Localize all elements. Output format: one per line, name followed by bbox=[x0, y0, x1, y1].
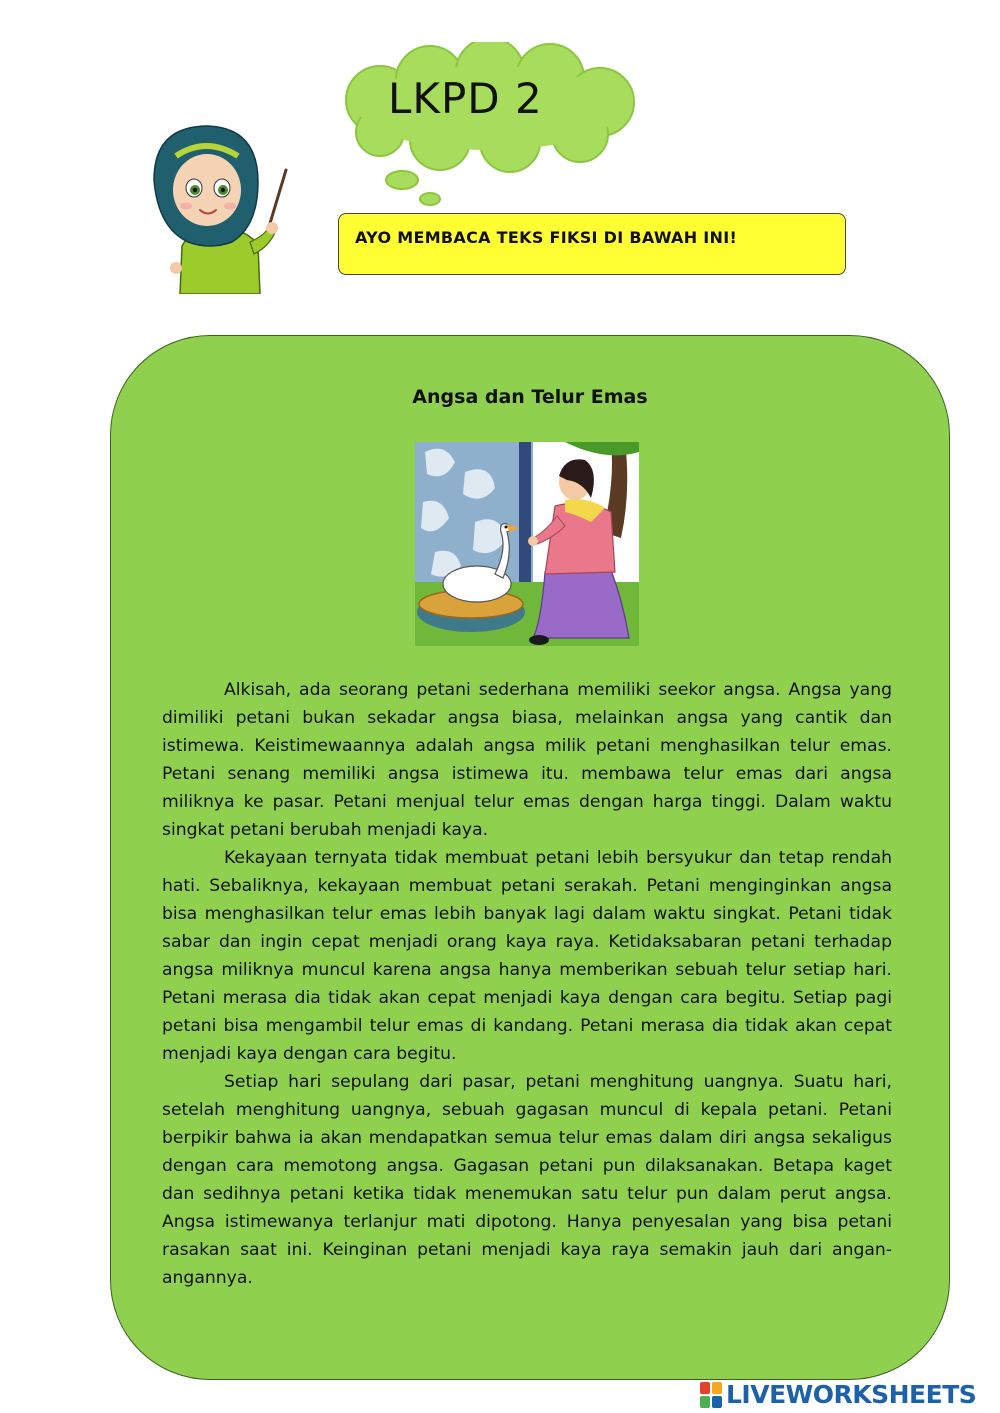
story-title: Angsa dan Telur Emas bbox=[412, 386, 648, 408]
worksheet-title: LKPD 2 bbox=[388, 74, 543, 123]
liveworksheets-watermark bbox=[700, 1380, 996, 1410]
cloud-speech-bubble bbox=[330, 42, 650, 212]
story-paragraph-3: Setiap hari sepulang dari pasar, petani menghitung uangnya. Suatu hari, setelah menghitung uangnya, sebuah gagasan muncul di kepala petani. Petani berpikir bahwa ia akan mendapatkan semua telur emas dalam diri angsa sekaligus dengan cara memotong angsa. Gagasan petani pun dilaksanakan. Betapa kaget dan sedihnya petani ketika tidak menemukan satu telur pun dalam perut angsa. Angsa istimewanya terlanjur mati dipotong. Hanya penyesalan yang bisa petani rasakan saat ini. Keinginan petani menjadi kaya raya semakin jauh dari angan-angannya. bbox=[162, 1072, 892, 1288]
teacher-character-illustration bbox=[140, 118, 300, 294]
watermark-text: LIVEWORKSHEETS bbox=[726, 1380, 977, 1409]
instruction-banner: AYO MEMBACA TEKS FIKSI DI BAWAH INI! bbox=[338, 213, 846, 275]
story-paragraph-1: Alkisah, ada seorang petani sederhana memiliki seekor angsa. Angsa yang dimiliki petani bukan sekadar angsa biasa, melainkan angsa yang cantik dan istimewa. Keistimewaannya adalah angsa milik petani menghasilkan telur emas. Petani senang memiliki angsa istimewa itu. membawa telur emas dari angsa miliknya ke pasar. Petani menjual telur emas dengan harga tinggi. Dalam waktu singkat petani berubah menjadi kaya. bbox=[162, 680, 892, 840]
goose-farmer-illustration bbox=[415, 442, 639, 646]
liveworksheets-logo-icon bbox=[700, 1382, 722, 1408]
story-paragraph-2: Kekayaan ternyata tidak membuat petani lebih bersyukur dan tetap rendah hati. Sebaliknya, kekayaan membuat petani serakah. Petani menginginkan angsa bisa menghasilkan telur emas lebih banyak lagi dalam waktu singkat. Petani tidak sabar dan ingin cepat menjadi orang kaya raya. Ketidaksabaran petani terhadap angsa miliknya muncul karena angsa hanya memberikan sebuah telur setiap hari. Petani merasa dia tidak akan cepat menjadi kaya dengan cara begitu. Setiap pagi petani bisa mengambil telur emas di kandang. Petani merasa dia tidak akan cepat menjadi kaya dengan cara begitu. bbox=[162, 848, 892, 1064]
story-text bbox=[162, 676, 892, 1292]
